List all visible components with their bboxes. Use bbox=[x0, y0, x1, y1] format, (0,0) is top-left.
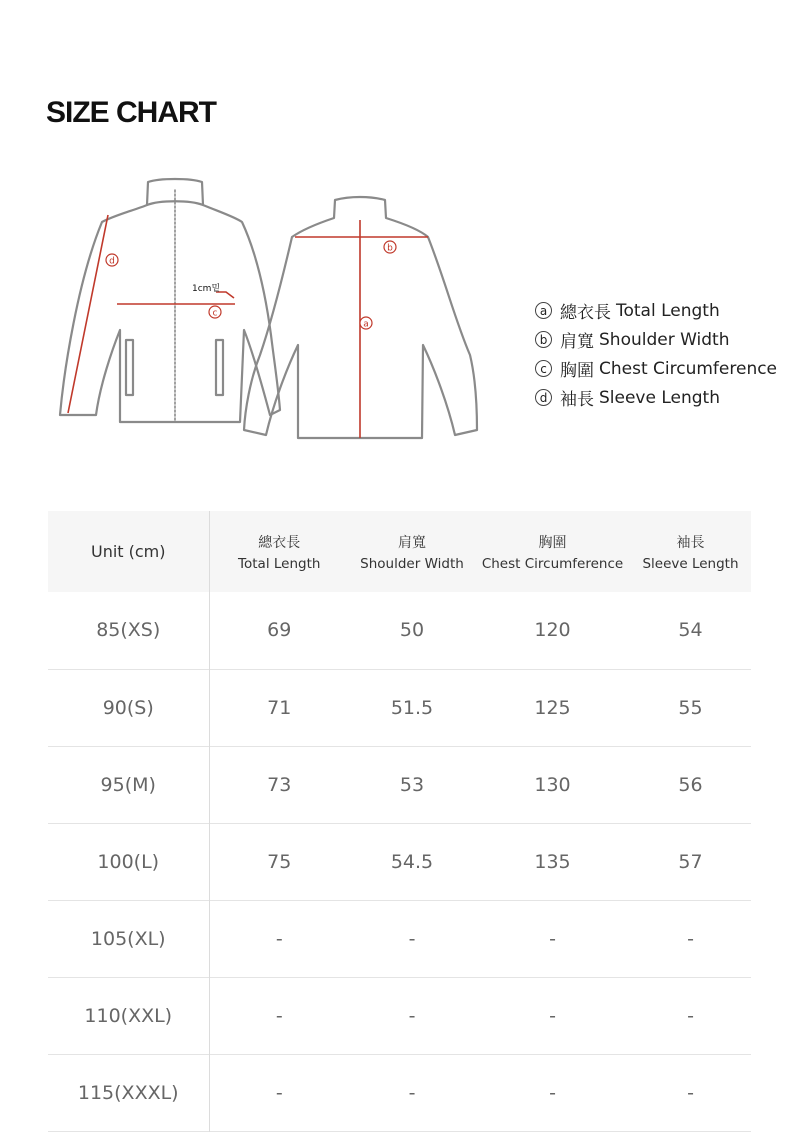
legend-item-chest-circumference bbox=[535, 354, 777, 383]
svg-text:d: d bbox=[109, 256, 115, 267]
sleeve-length-value: 55 bbox=[678, 696, 703, 719]
svg-text:c: c bbox=[212, 308, 218, 319]
table-row bbox=[48, 592, 751, 669]
total-length-value: - bbox=[275, 1081, 283, 1104]
chest-circumference-value: - bbox=[549, 1004, 556, 1027]
sleeve-length-value: - bbox=[687, 927, 694, 950]
legend-marker-d: d bbox=[535, 389, 552, 406]
legend-label-en: Sleeve Length bbox=[599, 387, 720, 408]
shoulder-width-value: - bbox=[408, 1081, 416, 1104]
size-label: 105(XL) bbox=[48, 900, 209, 977]
chest-circumference-value: - bbox=[549, 927, 556, 950]
chest-note-label: 1cm밑 bbox=[192, 284, 221, 294]
column-header-total-length bbox=[209, 511, 349, 592]
size-label: 85(XS) bbox=[48, 592, 209, 669]
shoulder-width-value: - bbox=[408, 927, 416, 950]
jacket-diagram bbox=[40, 160, 500, 460]
sleeve-length-value: - bbox=[687, 1004, 694, 1027]
column-header-zh: 總衣長 bbox=[258, 534, 301, 551]
size-label: 90(S) bbox=[48, 669, 209, 746]
table-row bbox=[48, 977, 751, 1054]
chest-circumference-value: 130 bbox=[534, 773, 571, 796]
shoulder-width-value: 53 bbox=[399, 773, 425, 796]
chest-circumference-value: - bbox=[549, 1081, 556, 1104]
legend-marker-a: a bbox=[535, 302, 552, 319]
shoulder-width-value: - bbox=[408, 1004, 416, 1027]
column-header-zh: 肩寬 bbox=[398, 534, 426, 551]
table-header-row bbox=[48, 511, 751, 592]
shoulder-width-value: 51.5 bbox=[390, 696, 434, 719]
chest-circumference-value: 125 bbox=[534, 696, 571, 719]
total-length-value: - bbox=[275, 1004, 283, 1027]
table-row bbox=[48, 1054, 751, 1131]
svg-text:a: a bbox=[363, 319, 369, 330]
column-header-zh: 胸圍 bbox=[538, 534, 567, 551]
size-label: 95(M) bbox=[48, 746, 209, 823]
svg-text:b: b bbox=[387, 243, 393, 254]
total-length-value: - bbox=[275, 927, 283, 950]
column-header-sleeve-length bbox=[630, 511, 751, 592]
legend-label-en: Total Length bbox=[616, 300, 720, 321]
measurement-lines bbox=[68, 215, 428, 438]
legend-item-shoulder-width bbox=[535, 325, 777, 354]
sleeve-length-value: 56 bbox=[678, 773, 703, 796]
column-header-en: Shoulder Width bbox=[360, 555, 464, 572]
shoulder-width-value: 54.5 bbox=[390, 850, 434, 873]
column-header-en: Total Length bbox=[238, 555, 321, 572]
column-header-en: Sleeve Length bbox=[642, 555, 739, 572]
table-row bbox=[48, 669, 751, 746]
table-row bbox=[48, 900, 751, 977]
chest-circumference-value: 135 bbox=[534, 850, 571, 873]
legend-marker-b: b bbox=[535, 331, 552, 348]
total-length-value: 73 bbox=[267, 773, 292, 796]
sleeve-length-value: 57 bbox=[678, 850, 703, 873]
legend-label-zh: 袖長 bbox=[560, 390, 594, 410]
size-label: 110(XXL) bbox=[48, 977, 209, 1054]
legend-marker-c: c bbox=[535, 360, 552, 377]
column-header-en: Chest Circumference bbox=[481, 555, 624, 572]
sleeve-length-value: 54 bbox=[678, 619, 703, 642]
column-header-shoulder-width bbox=[349, 511, 475, 592]
measure-marker-c bbox=[209, 306, 221, 319]
total-length-value: 75 bbox=[267, 850, 292, 873]
legend-item-total-length bbox=[535, 296, 777, 325]
chest-circumference-value: 120 bbox=[534, 619, 571, 642]
column-header-chest-circumference bbox=[475, 511, 630, 592]
total-length-value: 69 bbox=[267, 619, 292, 642]
legend-label-en: Shoulder Width bbox=[599, 329, 730, 350]
table-row bbox=[48, 746, 751, 823]
size-label: 115(XXXL) bbox=[48, 1054, 209, 1131]
table-row bbox=[48, 823, 751, 900]
measure-marker-d bbox=[106, 254, 118, 267]
total-length-value: 71 bbox=[267, 696, 292, 719]
legend-label-zh: 總衣長 bbox=[560, 303, 611, 323]
legend-label-zh: 肩寬 bbox=[560, 332, 594, 352]
sleeve-length-value: - bbox=[687, 1081, 694, 1104]
unit-header: Unit (cm) bbox=[48, 511, 209, 592]
measure-marker-a bbox=[360, 317, 372, 330]
size-table bbox=[48, 511, 751, 1132]
measure-marker-b bbox=[384, 241, 396, 254]
legend-label-zh: 胸圍 bbox=[560, 361, 594, 381]
measurement-legend bbox=[535, 296, 777, 412]
legend-label-en: Chest Circumference bbox=[599, 358, 778, 379]
column-header-zh: 袖長 bbox=[676, 534, 705, 551]
page-title: SIZE CHART bbox=[46, 96, 216, 129]
legend-item-sleeve-length bbox=[535, 383, 777, 412]
size-label: 100(L) bbox=[48, 823, 209, 900]
jacket-front-illustration bbox=[60, 179, 280, 422]
shoulder-width-value: 50 bbox=[399, 619, 425, 642]
